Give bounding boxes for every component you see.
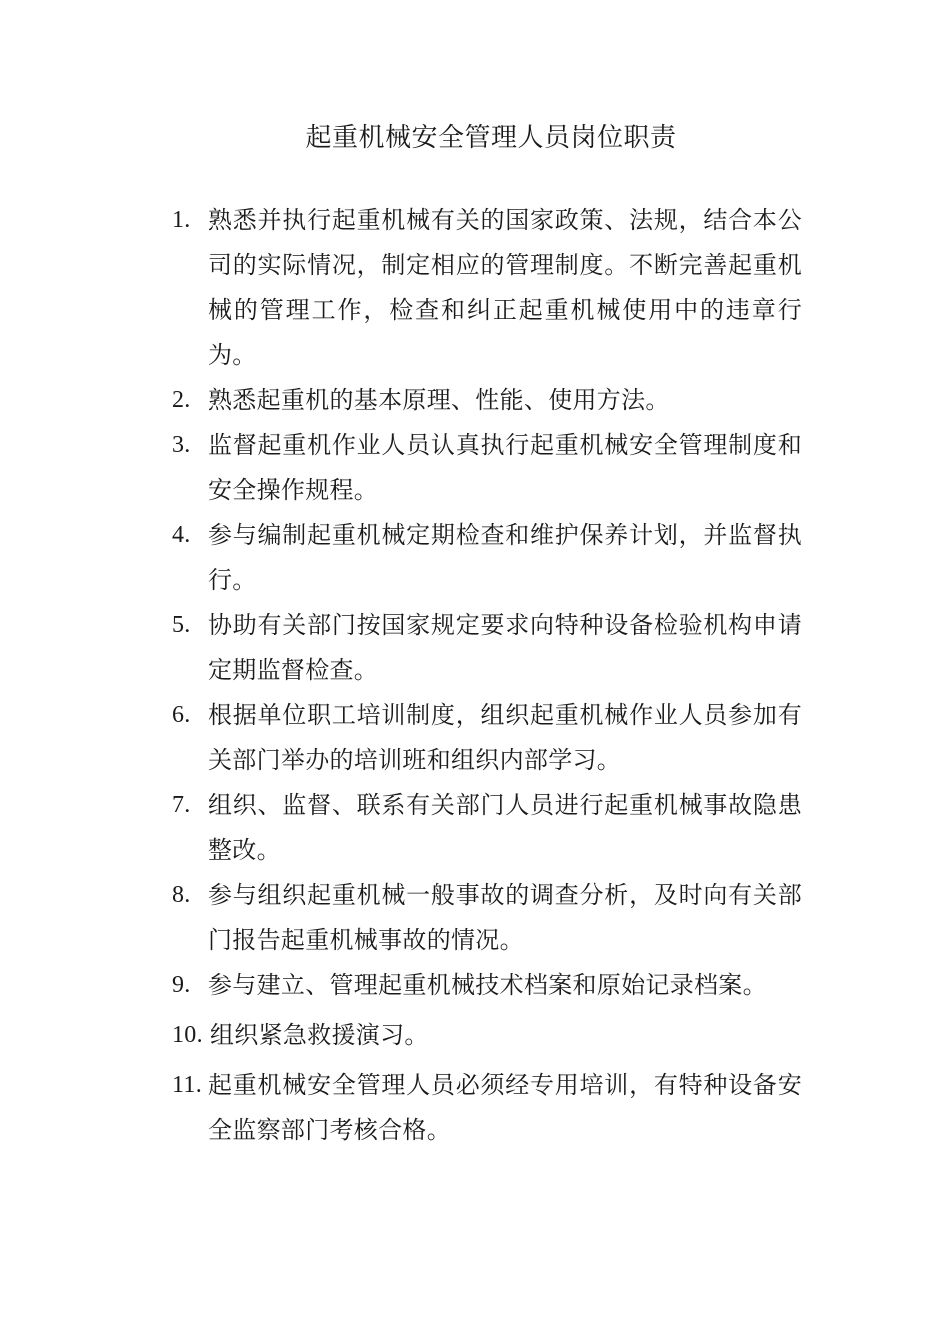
item-text: 参与组织起重机械一般事故的调查分析，及时向有关部门报告起重机械事故的情况。 <box>208 881 802 954</box>
item-text: 参与编制起重机械定期检查和维护保养计划，并监督执行。 <box>208 521 802 594</box>
item-number: 6. <box>172 702 191 728</box>
item-text: 协助有关部门按国家规定要求向特种设备检验机构申请定期监督检查。 <box>208 611 802 684</box>
item-text: 熟悉起重机的基本原理、性能、使用方法。 <box>208 386 670 414</box>
item-number: 5. <box>172 612 191 638</box>
item-text: 参与建立、管理起重机械技术档案和原始记录档案。 <box>208 971 767 999</box>
item-number: 1. <box>172 207 191 233</box>
duty-list <box>172 198 802 1153</box>
duty-item-9 <box>172 963 802 1008</box>
item-number: 8. <box>172 882 191 908</box>
item-text: 监督起重机作业人员认真执行起重机械安全管理制度和安全操作规程。 <box>208 431 802 504</box>
item-number: 2. <box>172 387 191 413</box>
item-text: 组织紧急救援演习。 <box>210 1021 429 1049</box>
item-number: 3. <box>172 432 191 458</box>
item-text: 熟悉并执行起重机械有关的国家政策、法规，结合本公司的实际情况，制定相应的管理制度。不断完善起重机械的管理工作，检查和纠正起重机械使用中的违章行为。 <box>208 206 802 369</box>
duty-item-4 <box>172 513 802 603</box>
duty-item-11 <box>172 1063 802 1153</box>
item-number: 11. <box>172 1072 203 1098</box>
duty-item-5 <box>172 603 802 693</box>
duty-item-6 <box>172 693 802 783</box>
duty-item-3 <box>172 423 802 513</box>
item-text: 组织、监督、联系有关部门人员进行起重机械事故隐患整改。 <box>208 791 802 864</box>
item-text: 起重机械安全管理人员必须经专用培训，有特种设备安全监察部门考核合格。 <box>208 1071 802 1144</box>
duty-item-8 <box>172 873 802 963</box>
item-number: 7. <box>172 792 191 818</box>
duty-item-1 <box>172 198 802 378</box>
item-text: 根据单位职工培训制度，组织起重机械作业人员参加有关部门举办的培训班和组织内部学习。 <box>208 701 802 774</box>
duty-item-7 <box>172 783 802 873</box>
duty-item-10 <box>172 1013 802 1058</box>
item-number: 4. <box>172 522 191 548</box>
item-number: 10. <box>172 1022 203 1048</box>
document-title: 起重机械安全管理人员岗位职责 <box>305 123 677 153</box>
duty-item-2 <box>172 378 802 423</box>
item-number: 9. <box>172 972 191 998</box>
